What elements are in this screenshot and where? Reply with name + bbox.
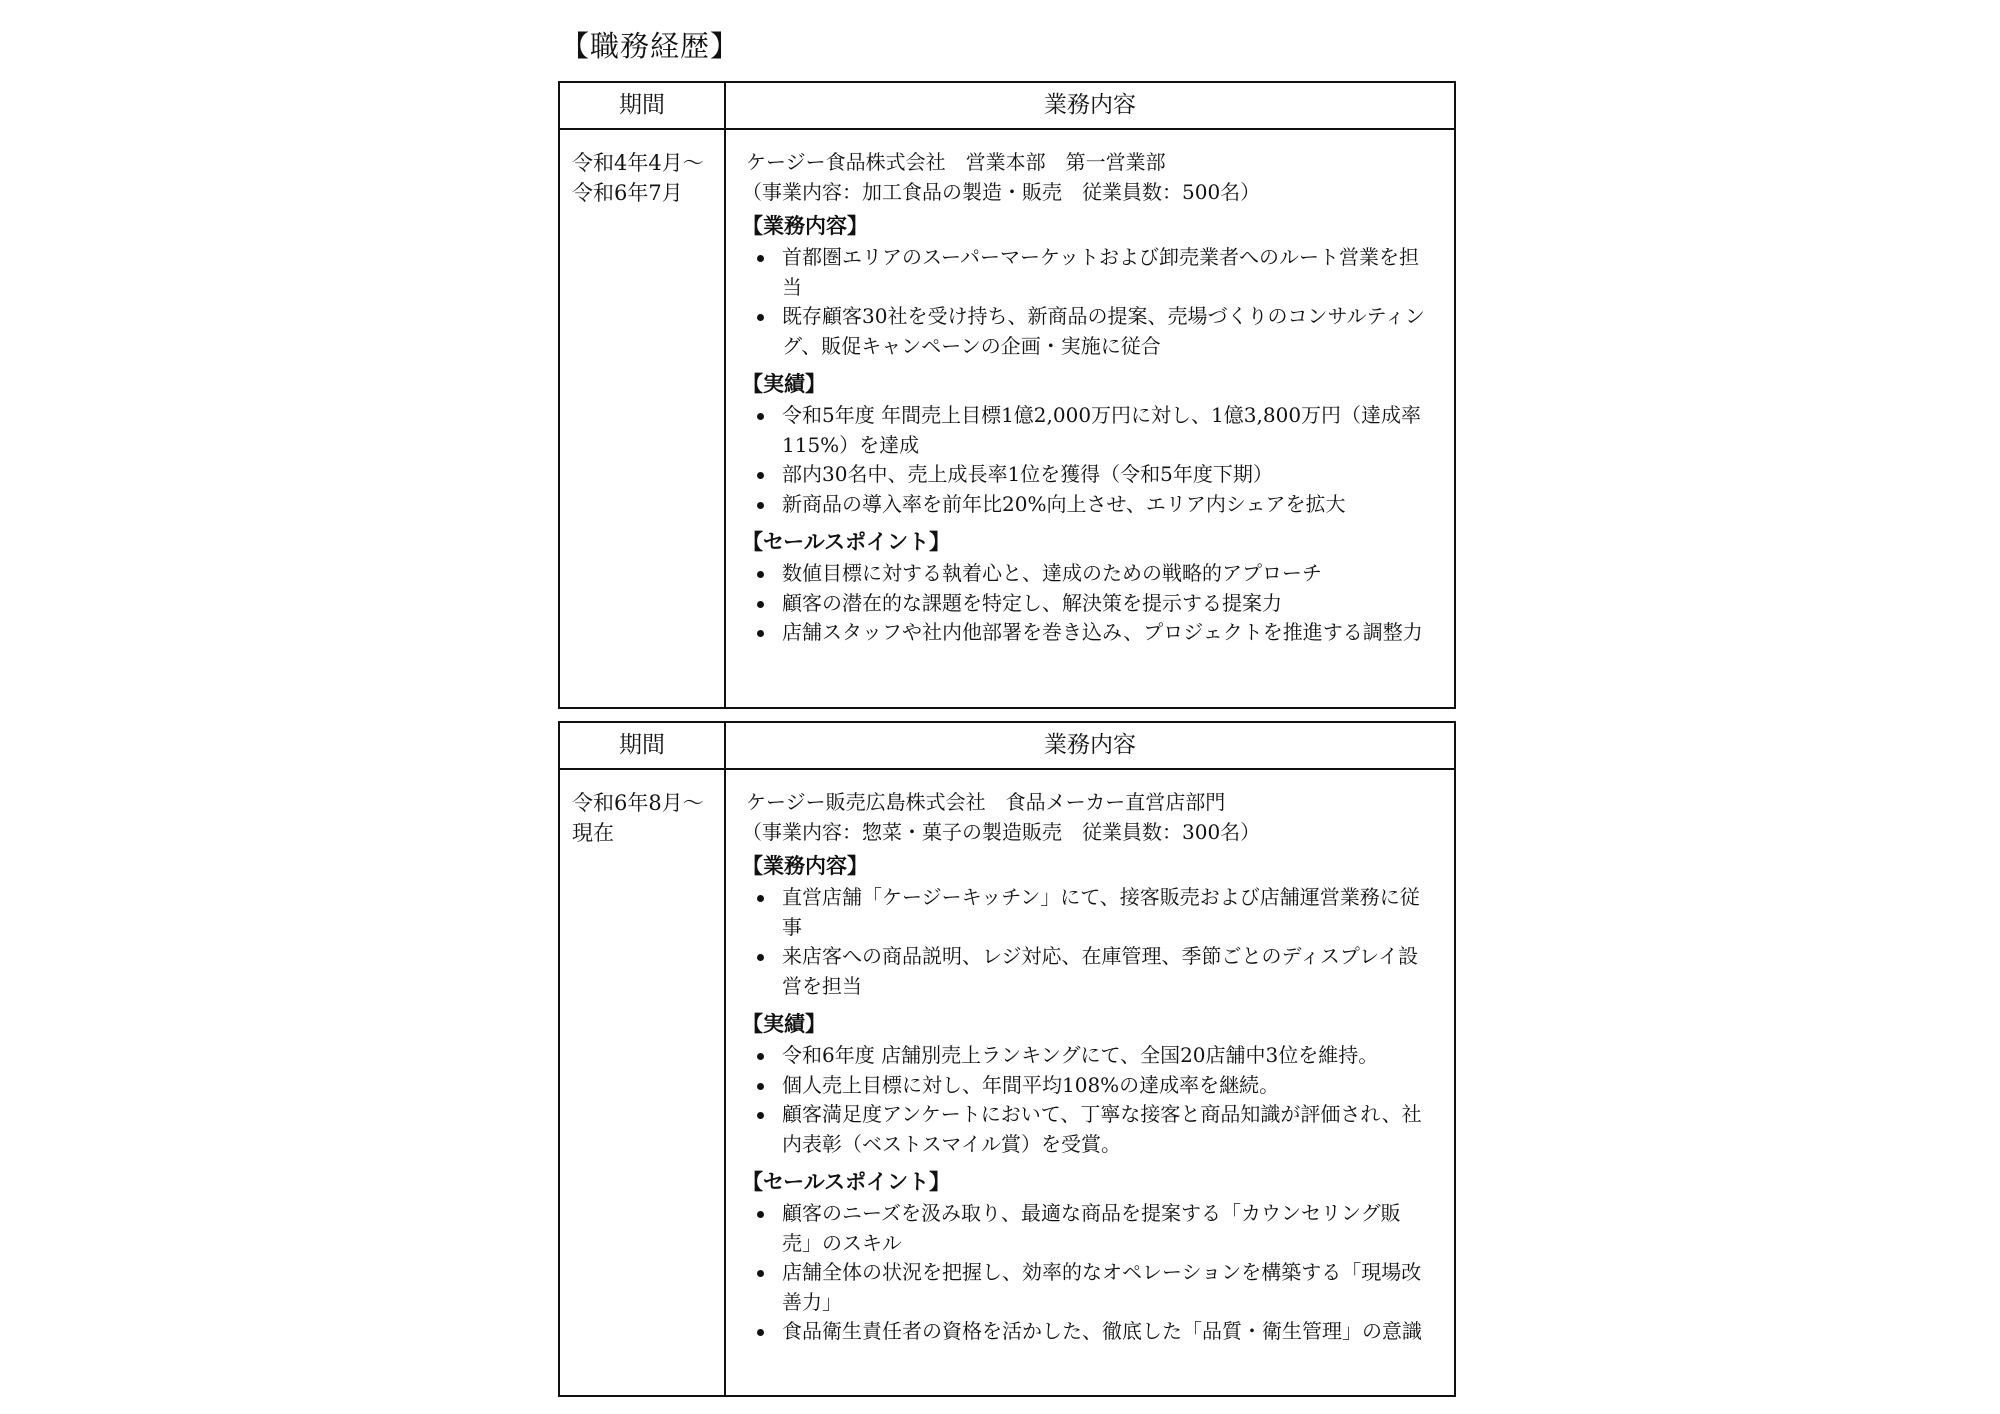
list-item: 顧客のニーズを汲み取り、最適な商品を提案する「カウンセリング販売」のスキル bbox=[782, 1199, 1430, 1258]
content-cell bbox=[726, 770, 1454, 1395]
period-column-header: 期間 bbox=[560, 83, 726, 128]
table-row bbox=[560, 130, 1454, 707]
list-item: 店舗全体の状況を把握し、効率的なオペレーションを構築する「現場改善力」 bbox=[782, 1258, 1430, 1317]
content-column-header: 業務内容 bbox=[1044, 732, 1136, 758]
table-row bbox=[560, 770, 1454, 1395]
achievements-list bbox=[746, 401, 1430, 519]
list-item: 令和5年度 年間売上目標1億2,000万円に対し、1億3,800万円（達成率115%）を達成 bbox=[782, 401, 1430, 460]
achievements-list bbox=[746, 1041, 1430, 1159]
content-column-header: 業務内容 bbox=[1044, 92, 1136, 118]
duties-list bbox=[746, 883, 1430, 1001]
list-item: 既存顧客30社を受け持ち、新商品の提案、売場づくりのコンサルティング、販促キャンペーンの企画・実施に従合 bbox=[782, 302, 1430, 361]
section-title-duties: 【業務内容】 bbox=[742, 853, 868, 878]
list-item: 新商品の導入率を前年比20%向上させ、エリア内シェアを拡大 bbox=[782, 490, 1430, 520]
duties-list bbox=[746, 243, 1430, 361]
company-details: （事業内容：加工食品の製造・販売 従業員数：500名） bbox=[742, 179, 1261, 204]
list-item: 店舗スタッフや社内他部署を巻き込み、プロジェクトを推進する調整力 bbox=[782, 618, 1430, 648]
table-header bbox=[560, 83, 1454, 130]
list-item: 令和6年度 店舗別売上ランキングにて、全国20店舗中3位を維持。 bbox=[782, 1041, 1430, 1071]
selling-points-list bbox=[746, 1199, 1430, 1347]
career-table-2 bbox=[558, 721, 1456, 1397]
list-item: 数値目標に対する執着心と、達成のための戦略的アプローチ bbox=[782, 559, 1430, 589]
content-cell bbox=[726, 130, 1454, 707]
career-table-1 bbox=[558, 81, 1456, 709]
section-title-selling-points: 【セールスポイント】 bbox=[742, 529, 951, 554]
list-item: 食品衛生責任者の資格を活かした、徹底した「品質・衛生管理」の意識 bbox=[782, 1317, 1430, 1347]
section-title-selling-points: 【セールスポイント】 bbox=[742, 1169, 951, 1194]
company-details: （事業内容：惣菜・菓子の製造販売 従業員数：300名） bbox=[742, 819, 1261, 844]
period-cell bbox=[560, 770, 726, 1395]
period-end: 令和6年7月 bbox=[572, 181, 683, 205]
list-item: 首都圏エリアのスーパーマーケットおよび卸売業者へのルート営業を担当 bbox=[782, 243, 1430, 302]
company-name: ケージー販売広島株式会社 食品メーカー直営店部門 bbox=[746, 790, 1226, 814]
list-item: 顧客満足度アンケートにおいて、丁寧な接客と商品知識が評価され、社内表彰（ベストスマイル賞）を受賞。 bbox=[782, 1100, 1430, 1159]
period-start: 令和4年4月～ bbox=[572, 151, 704, 175]
section-title-achievements: 【実績】 bbox=[742, 1011, 826, 1036]
period-column-header: 期間 bbox=[560, 723, 726, 768]
period-start: 令和6年8月～ bbox=[572, 791, 704, 815]
period-end: 現在 bbox=[572, 821, 614, 845]
period-cell bbox=[560, 130, 726, 707]
section-title-duties: 【業務内容】 bbox=[742, 213, 868, 238]
list-item: 来店客への商品説明、レジ対応、在庫管理、季節ごとのディスプレイ設営を担当 bbox=[782, 942, 1430, 1001]
list-item: 直営店舗「ケージーキッチン」にて、接客販売および店舗運営業務に従事 bbox=[782, 883, 1430, 942]
table-header bbox=[560, 723, 1454, 770]
list-item: 部内30名中、売上成長率1位を獲得（令和5年度下期） bbox=[782, 460, 1430, 490]
company-name: ケージー食品株式会社 営業本部 第一営業部 bbox=[746, 150, 1166, 174]
selling-points-list bbox=[746, 559, 1430, 648]
page-title: 【職務経歴】 bbox=[560, 29, 741, 63]
section-title-achievements: 【実績】 bbox=[742, 371, 826, 396]
list-item: 顧客の潜在的な課題を特定し、解決策を提示する提案力 bbox=[782, 589, 1430, 619]
list-item: 個人売上目標に対し、年間平均108%の達成率を継続。 bbox=[782, 1071, 1430, 1101]
